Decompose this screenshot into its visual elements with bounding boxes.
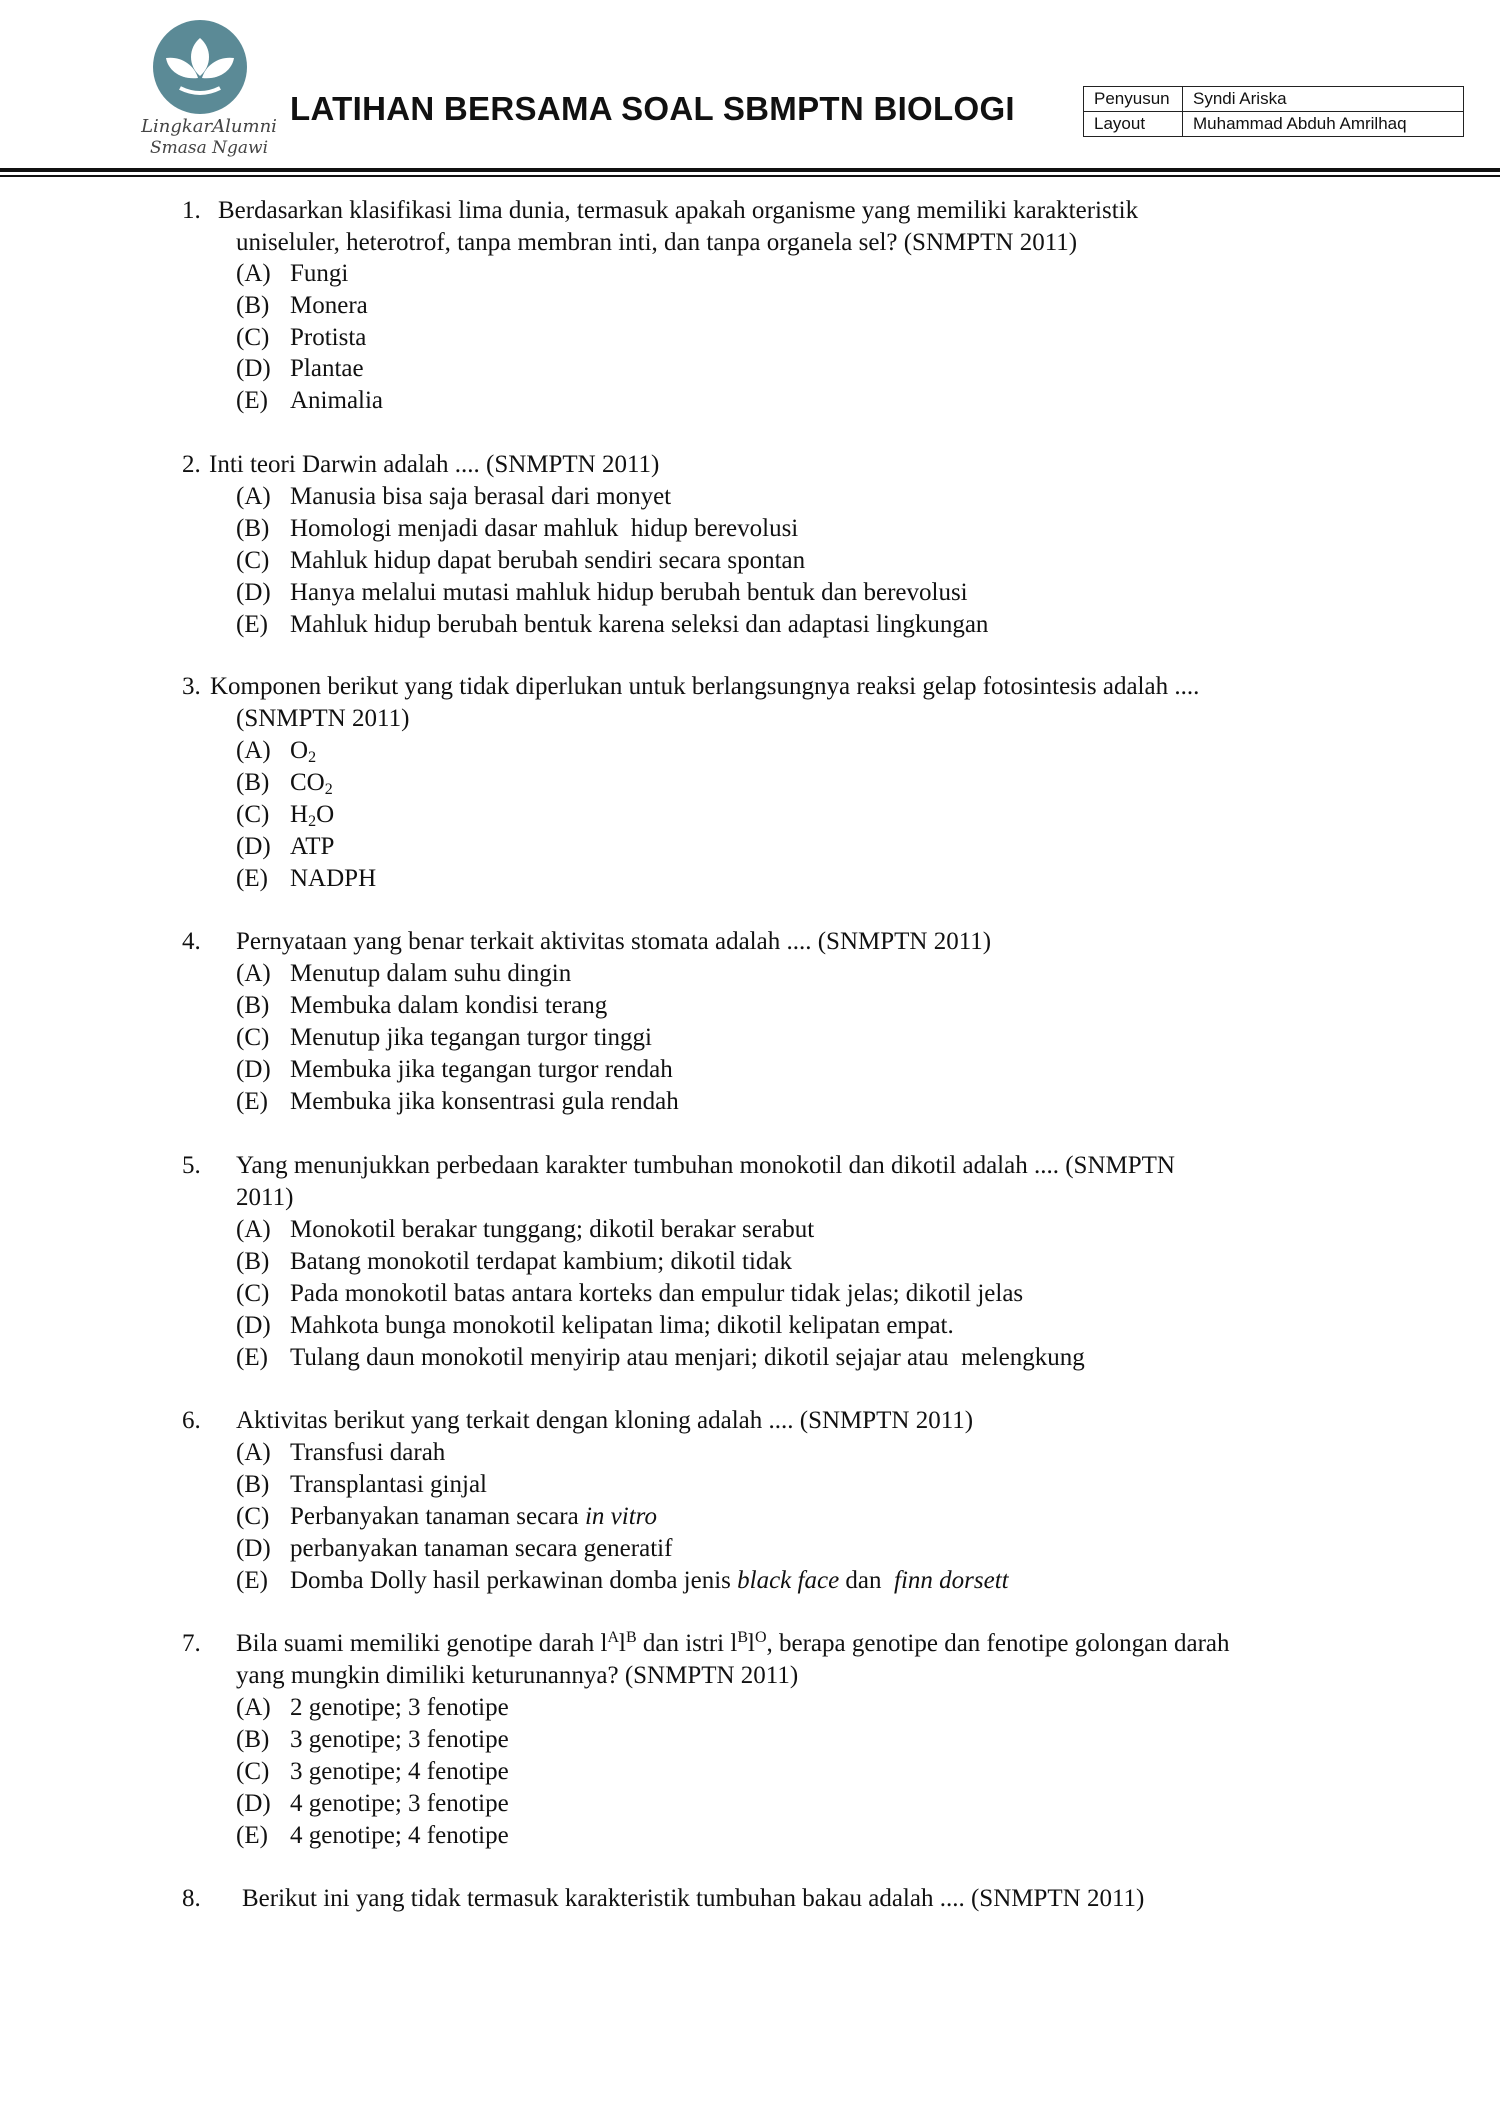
option-label: (E) (236, 1822, 268, 1849)
question-number: 7. (182, 1630, 201, 1657)
option-label: (C) (236, 547, 270, 574)
option-text: Membuka jika tegangan turgor rendah (290, 1056, 673, 1083)
credits-row (1084, 87, 1464, 112)
option-text-italic-2: finn dorsett (894, 1567, 1009, 1594)
option-b (236, 990, 607, 1022)
question-text (236, 1628, 1230, 1660)
option-d (236, 577, 968, 609)
option-a (236, 735, 316, 767)
option-text: 2 genotipe; 3 fenotipe (290, 1694, 509, 1721)
option-label: (E) (236, 1088, 268, 1115)
option-text: Domba Dolly hasil perkawinan domba jenis (290, 1567, 738, 1594)
question-number: 4. (182, 928, 201, 955)
question-text: Berdasarkan klasifikasi lima dunia, termasuk apakah organisme yang memiliki karakteristik (218, 197, 1139, 224)
option-b (236, 1724, 509, 1756)
question-number: 1. (182, 197, 201, 224)
option-a (236, 1437, 445, 1469)
credits-value: Muhammad Abduh Amrilhaq (1183, 112, 1464, 137)
question-text: Komponen berikut yang tidak diperlukan untuk berlangsungnya reaksi gelap fotosintesis adalah .... (210, 673, 1200, 700)
option-text: O (290, 737, 309, 764)
document-title: LATIHAN BERSAMA SOAL SBMPTN BIOLOGI (290, 90, 1015, 127)
question-number: 3. (182, 673, 201, 700)
option-text: Hanya melalui mutasi mahluk hidup berubah bentuk dan berevolusi (290, 579, 968, 606)
option-a (236, 258, 348, 290)
option-d (236, 1054, 673, 1086)
question-text: Inti teori Darwin adalah .... (SNMPTN 2011) (209, 451, 660, 478)
logo-emblem-icon (150, 18, 250, 116)
option-text-italic: in vitro (584, 1503, 657, 1530)
option-text: Membuka dalam kondisi terang (290, 992, 608, 1019)
option-subscript: 2 (308, 749, 317, 766)
option-e (236, 385, 383, 417)
option-e (236, 1565, 1009, 1597)
option-label: (C) (236, 801, 270, 828)
option-d (236, 353, 364, 385)
option-text-mid: dan (839, 1567, 895, 1594)
option-text: Menutup jika tegangan turgor tinggi (290, 1024, 652, 1051)
option-label: (A) (236, 960, 271, 987)
option-label: (C) (236, 1758, 270, 1785)
question-text-cont: (SNMPTN 2011) (236, 705, 410, 732)
option-text: Homologi menjadi dasar mahluk hidup berevolusi (290, 515, 799, 542)
option-d (236, 1788, 509, 1820)
option-c (236, 799, 334, 831)
credits-key: Layout (1084, 112, 1183, 137)
option-text: CO (290, 769, 325, 796)
superscript: O (754, 1629, 767, 1646)
option-d (236, 1533, 672, 1565)
option-c (236, 322, 366, 354)
option-label: (D) (236, 1056, 271, 1083)
option-b (236, 767, 333, 799)
option-text: Manusia bisa saja berasal dari monyet (290, 483, 672, 510)
option-text-italic: black face (737, 1567, 840, 1594)
logo (128, 18, 278, 158)
option-subscript: 2 (308, 813, 317, 830)
option-e (236, 1086, 679, 1118)
option-b (236, 1469, 487, 1501)
question-text-cont: 2011) (236, 1184, 294, 1211)
option-c (236, 1022, 652, 1054)
option-text: Protista (290, 324, 367, 351)
option-text: Monera (290, 292, 368, 319)
option-label: (D) (236, 1312, 271, 1339)
option-b (236, 513, 798, 545)
option-d (236, 1310, 954, 1342)
option-text: Mahluk hidup dapat berubah sendiri secara spontan (290, 547, 806, 574)
question-text-cont: uniseluler, heterotrof, tanpa membran inti, dan tanpa organela sel? (SNMPTN 2011) (236, 229, 1078, 256)
option-label: (E) (236, 1344, 268, 1371)
option-a (236, 481, 671, 513)
option-e (236, 1820, 509, 1852)
option-d (236, 831, 334, 863)
option-text: Pada monokotil batas antara korteks dan empulur tidak jelas; dikotil jelas (290, 1280, 1024, 1307)
option-label: (E) (236, 1567, 268, 1594)
question-text-part: , berapa genotipe dan fenotipe golongan darah (766, 1630, 1230, 1657)
option-text: Transfusi darah (290, 1439, 446, 1466)
credits-row (1084, 112, 1464, 137)
option-b (236, 1246, 792, 1278)
header-divider-thick (0, 168, 1500, 172)
credits-table (1083, 86, 1464, 137)
option-text: 4 genotipe; 3 fenotipe (290, 1790, 509, 1817)
superscript: A (607, 1629, 620, 1646)
option-label: (D) (236, 1790, 271, 1817)
option-text: H (290, 801, 309, 828)
option-c (236, 1278, 1023, 1310)
option-subscript: 2 (324, 781, 333, 798)
option-label: (A) (236, 483, 271, 510)
question-text: Berikut ini yang tidak termasuk karakteristik tumbuhan bakau adalah .... (SNMPTN 2011) (242, 1885, 1145, 1912)
option-c (236, 1501, 657, 1533)
option-text: Transplantasi ginjal (290, 1471, 487, 1498)
option-label: (B) (236, 769, 270, 796)
option-label: (A) (236, 260, 271, 287)
question-text: Pernyataan yang benar terkait aktivitas stomata adalah .... (SNMPTN 2011) (236, 928, 992, 955)
superscript: B (625, 1629, 637, 1646)
question-text: Yang menunjukkan perbedaan karakter tumbuhan monokotil dan dikotil adalah .... (SNMPTN (236, 1152, 1175, 1179)
question-number: 6. (182, 1407, 201, 1434)
option-text: Monokotil berakar tunggang; dikotil berakar serabut (290, 1216, 815, 1243)
question-text-part: l (748, 1630, 755, 1657)
option-label: (B) (236, 1726, 270, 1753)
option-b (236, 290, 368, 322)
option-a (236, 1692, 509, 1724)
option-text: Perbanyakan tanaman secara (290, 1503, 585, 1530)
credits-key: Penyusun (1084, 87, 1183, 112)
option-a (236, 1214, 814, 1246)
option-label: (A) (236, 1439, 271, 1466)
question-text-part: l (619, 1630, 626, 1657)
option-label: (B) (236, 1471, 270, 1498)
option-e (236, 609, 988, 641)
option-e (236, 1342, 1085, 1374)
option-label: (B) (236, 1248, 270, 1275)
option-text: Mahluk hidup berubah bentuk karena seleksi dan adaptasi lingkungan (290, 611, 989, 638)
header-divider-thin (0, 175, 1500, 177)
option-text: NADPH (290, 865, 377, 892)
credits-value: Syndi Ariska (1183, 87, 1464, 112)
superscript: B (737, 1629, 748, 1646)
option-text: Tulang daun monokotil menyirip atau menjari; dikotil sejajar atau melengkung (290, 1344, 1085, 1371)
option-label: (C) (236, 1024, 270, 1051)
option-label: (D) (236, 579, 271, 606)
question-text: Aktivitas berikut yang terkait dengan kloning adalah .... (SNMPTN 2011) (236, 1407, 974, 1434)
option-label: (D) (236, 355, 271, 382)
option-text: 3 genotipe; 3 fenotipe (290, 1726, 509, 1753)
option-label: (E) (236, 865, 268, 892)
option-label: (C) (236, 1280, 270, 1307)
option-text: Plantae (290, 355, 364, 382)
option-label: (A) (236, 1694, 271, 1721)
question-number: 2. (182, 451, 201, 478)
option-text: Membuka jika konsentrasi gula rendah (290, 1088, 679, 1115)
option-label: (B) (236, 515, 270, 542)
option-text: perbanyakan tanaman secara generatif (290, 1535, 673, 1562)
option-label: (A) (236, 737, 271, 764)
option-text: Menutup dalam suhu dingin (290, 960, 572, 987)
logo-text-line1: LingkarAlumni (141, 116, 277, 137)
logo-text-line2: Smasa Ngawi (149, 138, 269, 158)
option-label: (D) (236, 833, 271, 860)
option-label: (E) (236, 611, 268, 638)
question-text-part: dan istri l (636, 1630, 738, 1657)
option-text-post: O (316, 801, 335, 828)
option-label: (C) (236, 1503, 270, 1530)
option-label: (C) (236, 324, 270, 351)
option-text: Fungi (290, 260, 349, 287)
option-label: (E) (236, 387, 268, 414)
question-text-cont: yang mungkin dimiliki keturunannya? (SNMPTN 2011) (236, 1662, 799, 1689)
option-label: (D) (236, 1535, 271, 1562)
option-text: ATP (290, 833, 335, 860)
option-text: Animalia (290, 387, 384, 414)
option-e (236, 863, 376, 895)
option-c (236, 545, 805, 577)
option-text: 4 genotipe; 4 fenotipe (290, 1822, 509, 1849)
option-text: 3 genotipe; 4 fenotipe (290, 1758, 509, 1785)
question-text-part: Bila suami memiliki genotipe darah l (236, 1630, 608, 1657)
option-label: (B) (236, 992, 270, 1019)
option-a (236, 958, 571, 990)
option-c (236, 1756, 509, 1788)
option-label: (B) (236, 292, 270, 319)
option-text: Mahkota bunga monokotil kelipatan lima; dikotil kelipatan empat. (290, 1312, 954, 1339)
question-number: 5. (182, 1152, 201, 1179)
option-label: (A) (236, 1216, 271, 1243)
option-text: Batang monokotil terdapat kambium; dikotil tidak (290, 1248, 793, 1275)
question-number: 8. (182, 1885, 201, 1912)
